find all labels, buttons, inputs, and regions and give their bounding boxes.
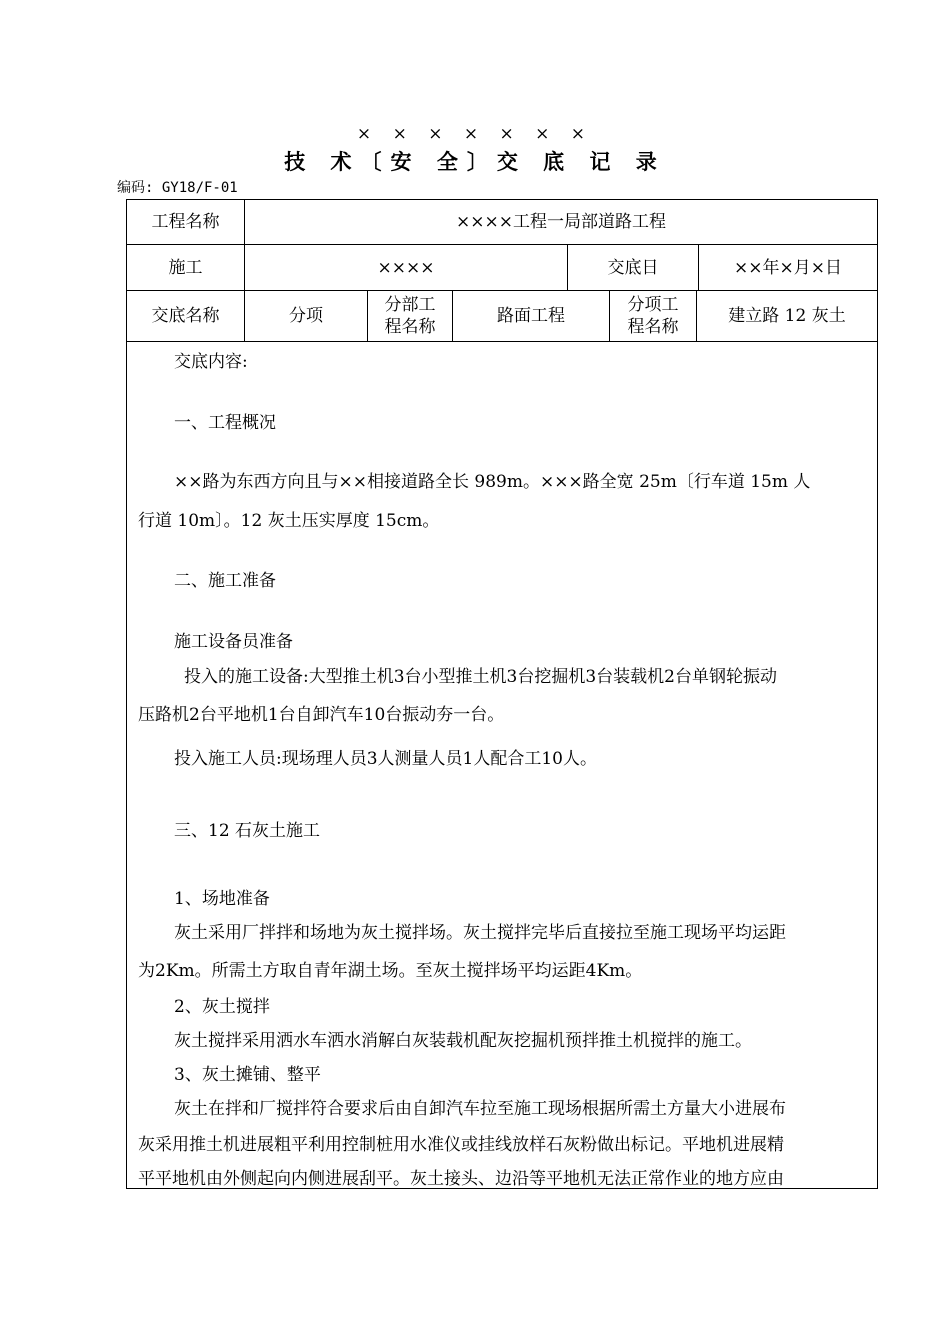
document-code-marks: × × × × × × ×	[356, 124, 594, 144]
handover-name-label: 交底名称	[151, 306, 220, 326]
section-3-3-line: 灰土在拌和厂搅拌符合要求后由自卸汽车拉至施工现场根据所需土方量大小进展布	[174, 1099, 786, 1119]
section-1-paragraph-line: ××路为东西方向且与××相接道路全长 989m。×××路全宽 25m〔行车道 15m 人	[174, 472, 811, 492]
item-project-label-line-2: 程名称	[627, 317, 679, 337]
section-3-3-line: 平平地机由外侧起向内侧进展刮平。灰土接头、边沿等平地机无法正常作业的地方应由	[138, 1169, 784, 1189]
sub-project-value: 路面工程	[452, 291, 609, 341]
item-project-label-line-1: 分项工	[627, 295, 679, 315]
section-2-paragraph-line: 投入的施工设备:大型推土机3台小型推土机3台挖掘机3台装载机2台单钢轮振动	[184, 667, 777, 687]
table-row-handover	[126, 290, 878, 341]
section-3-2-line: 灰土搅拌采用洒水车洒水消解白灰装载机配灰挖掘机预拌推土机搅拌的施工。	[174, 1031, 752, 1051]
handover-content	[126, 341, 878, 1189]
document-title: 技 术〔安 全〕交 底 记 录	[284, 149, 666, 174]
section-3-1-title: 1、场地准备	[174, 889, 270, 909]
handover-date-value: ××年×月×日	[698, 245, 877, 290]
record-table	[126, 199, 878, 1189]
item-project-value: 建立路 12 灰土	[696, 291, 877, 341]
project-name-value: ××××工程一局部道路工程	[244, 200, 877, 244]
section-3-1-line: 灰土采用厂拌拌和场地为灰土搅拌场。灰土搅拌完毕后直接拉至施工现场平均运距	[174, 923, 786, 943]
project-name-label: 工程名称	[151, 212, 220, 232]
section-3-3-line: 灰采用推土机进展粗平利用控制桩用水准仪或挂线放样石灰粉做出标记。平地机进展精	[138, 1135, 784, 1155]
sub-project-label-line-1: 分部工	[384, 295, 436, 315]
sub-project-label-line-2: 程名称	[384, 317, 436, 337]
section-1-paragraph-line: 行道 10m〕。12 灰土压实厚度 15cm。	[138, 511, 440, 531]
content-intro: 交底内容:	[174, 352, 248, 372]
table-row-construction	[126, 244, 878, 290]
section-2-title: 二、施工准备	[174, 571, 276, 591]
construction-label: 施工	[168, 257, 203, 278]
section-2-subtitle: 施工设备员准备	[174, 632, 293, 652]
section-3-2-title: 2、灰土搅拌	[174, 997, 270, 1017]
handover-name-value: 分项	[244, 291, 367, 341]
section-3-title: 三、12 石灰土施工	[174, 821, 321, 841]
table-row-project	[126, 199, 878, 244]
section-2-paragraph-line: 投入施工人员:现场理人员3人测量人员1人配合工10人。	[174, 749, 597, 769]
document-number: 编码: GY18/F-01	[117, 180, 238, 196]
sub-project-label	[367, 291, 452, 341]
section-3-1-line: 为2Km。所需土方取自青年湖土场。至灰土搅拌场平均运距4Km。	[138, 961, 643, 981]
item-project-label	[609, 291, 696, 341]
section-2-paragraph-line: 压路机2台平地机1台自卸汽车10台振动夯一台。	[138, 705, 505, 725]
section-3-3-title: 3、灰土摊铺、整平	[174, 1065, 321, 1085]
section-1-title: 一、工程概况	[174, 413, 276, 433]
handover-date-label: 交底日	[567, 245, 698, 290]
construction-value: ××××	[244, 245, 567, 290]
